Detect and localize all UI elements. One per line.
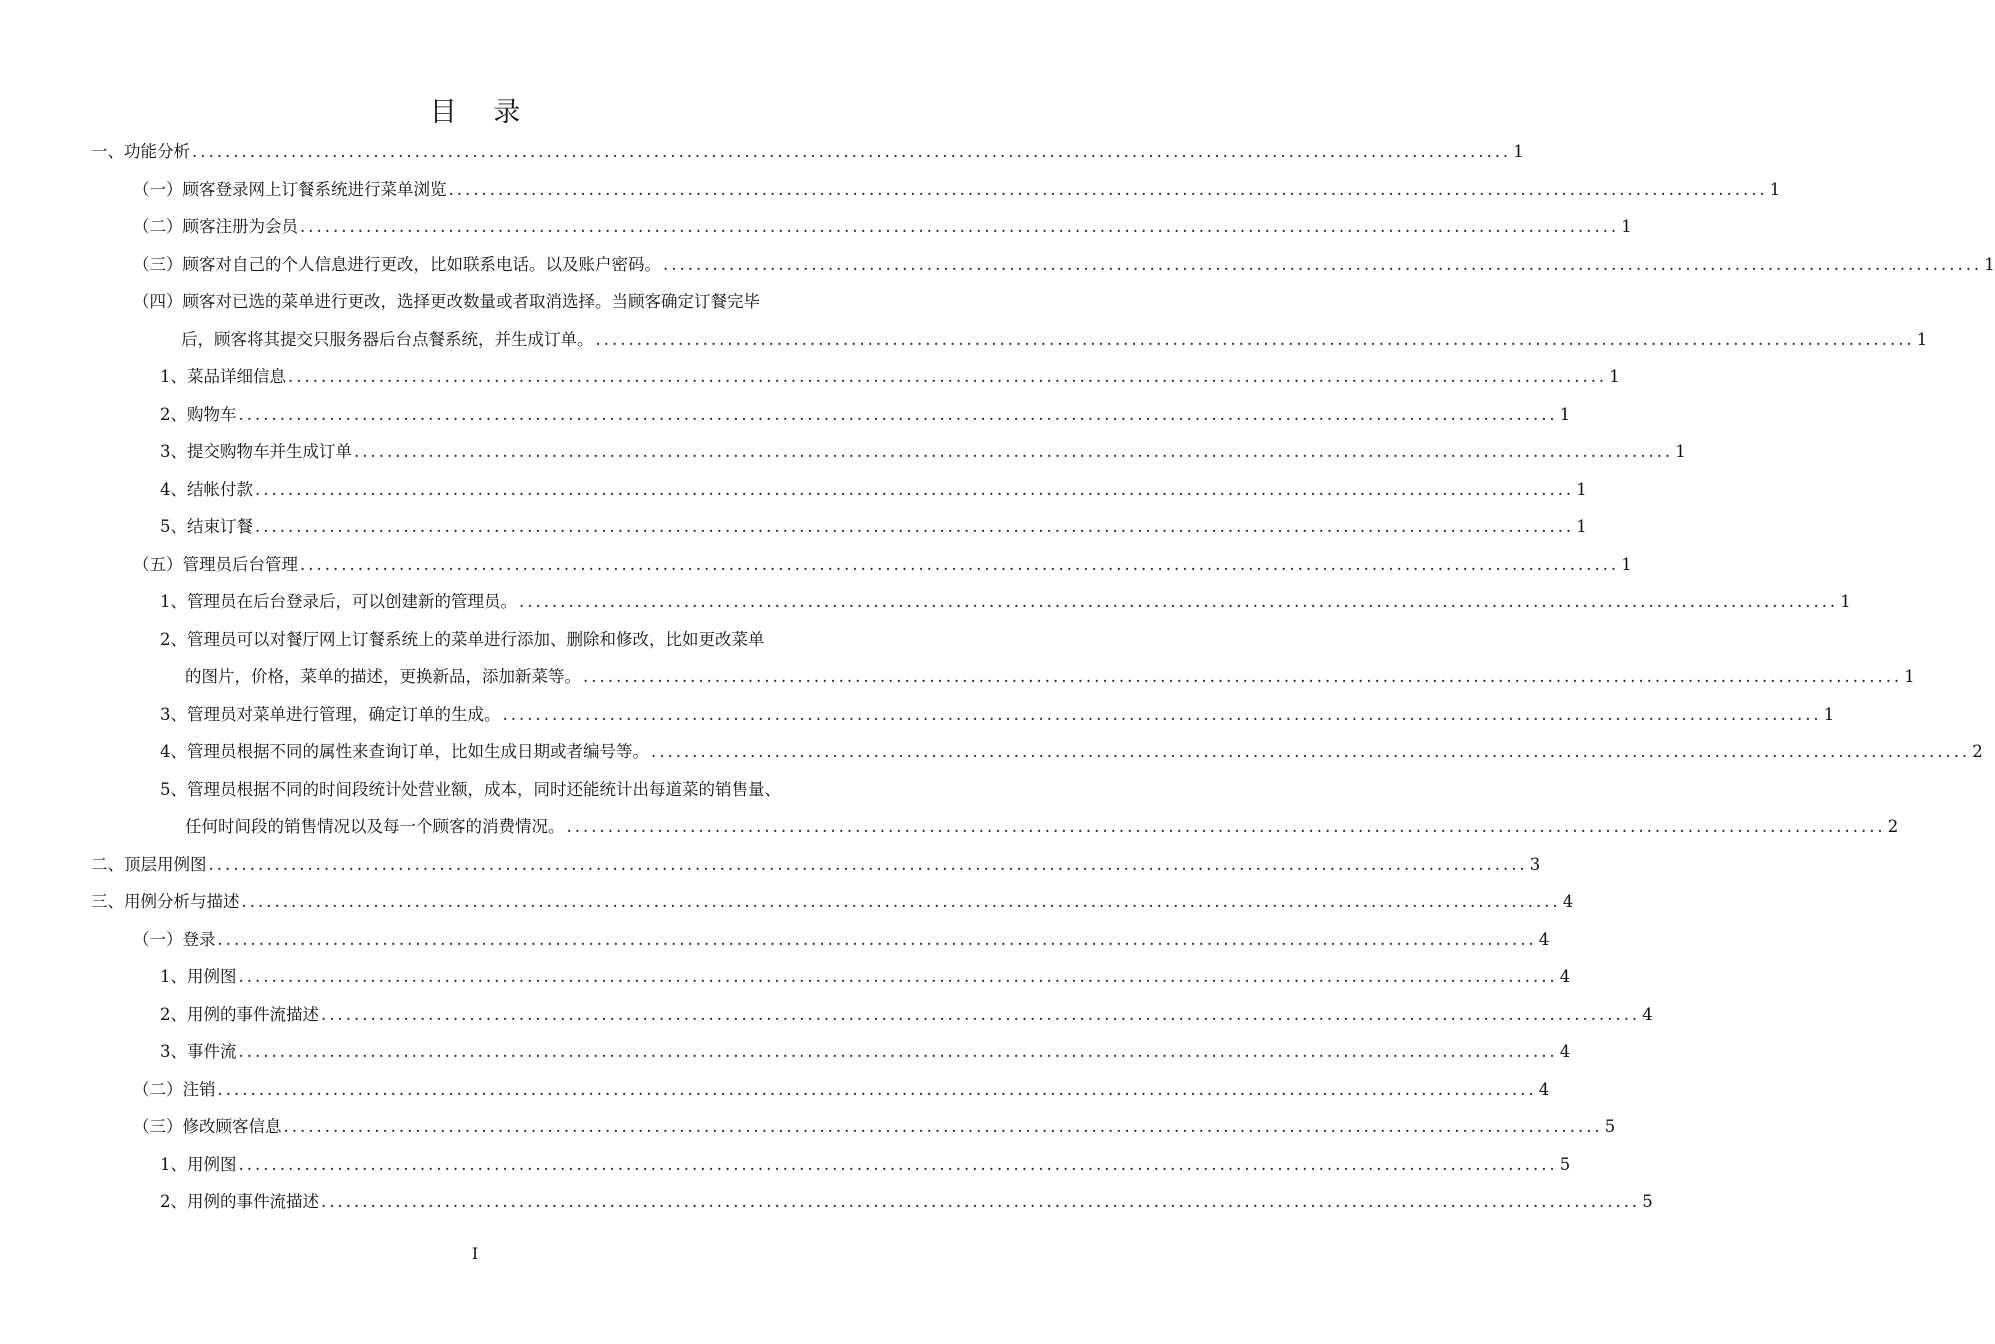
toc-page-number: 2 <box>1887 817 1899 836</box>
toc-entry-label: 3、管理员对菜单进行管理，确定订单的生成。 <box>160 704 501 724</box>
toc-page-number: 1 <box>1904 667 1915 686</box>
toc-page-number: 1 <box>1984 254 1995 274</box>
toc-entry[interactable] <box>0 401 1571 439</box>
toc-page-number: 1 <box>1576 517 1587 536</box>
toc-entry[interactable] <box>0 963 1571 1001</box>
toc-leader-dots: ................................................................................................................................................................ <box>321 1192 1641 1211</box>
toc-entry[interactable] <box>0 1188 1653 1226</box>
toc-leader-dots: ................................................................................................................................................................ <box>208 854 1528 874</box>
toc-entry[interactable] <box>0 326 1928 364</box>
toc-leader-dots: ................................................................................................................................................................ <box>651 742 1971 761</box>
toc-leader-dots: ................................................................................................................................................................ <box>321 1004 1641 1024</box>
toc-entry-label: 后，顾客将其提交只服务器后台点餐系统，并生成订单。 <box>181 329 594 349</box>
toc-entry[interactable] <box>0 588 1851 626</box>
table-of-contents <box>0 138 1995 1226</box>
toc-page-number: 5 <box>1642 1192 1653 1211</box>
toc-leader-dots: ................................................................................................................................................................ <box>217 929 1537 949</box>
toc-leader-dots: ................................................................................................................................................................ <box>238 1042 1558 1061</box>
toc-page-number: 4 <box>1559 1042 1571 1061</box>
toc-entry-label-line1: 5、管理员根据不同的时间段统计处营业额，成本，同时还能统计出每道菜的销售量、 <box>160 779 781 799</box>
toc-entry[interactable] <box>0 1076 1550 1114</box>
toc-entry-label: 1、用例图 <box>160 967 237 986</box>
toc-leader-dots: ................................................................................................................................................................ <box>238 404 1558 424</box>
toc-entry[interactable] <box>0 701 1835 739</box>
toc-entry-label: （一）登录 <box>133 929 216 949</box>
toc-entry-label: （三）顾客对自己的个人信息进行更改，比如联系电话。以及账户密码。 <box>133 254 661 274</box>
toc-entry-label: 3、提交购物车并生成订单 <box>160 442 352 461</box>
toc-leader-dots: ................................................................................................................................................................ <box>595 329 1915 349</box>
toc-entry-wrapped-first-line[interactable] <box>0 626 950 664</box>
toc-entry[interactable] <box>0 888 1574 926</box>
toc-leader-dots: ................................................................................................................................................................ <box>566 817 1886 836</box>
toc-page-number: 1 <box>1609 367 1620 386</box>
toc-page-number: 2 <box>1972 742 1983 761</box>
footer-page-number: I <box>471 1244 479 1263</box>
toc-entry-label: 2、用例的事件流描述 <box>160 1192 319 1211</box>
toc-entry-label: 3、事件流 <box>160 1042 237 1061</box>
toc-leader-dots: ................................................................................................................................................................ <box>502 704 1822 724</box>
toc-leader-dots: ................................................................................................................................................................ <box>288 367 1608 386</box>
toc-entry[interactable] <box>0 513 1587 551</box>
toc-entry[interactable] <box>0 251 1995 289</box>
toc-page-number: 1 <box>1916 329 1928 349</box>
toc-entry[interactable] <box>0 926 1550 964</box>
toc-page-number: 5 <box>1604 1117 1616 1136</box>
toc-page-number: 3 <box>1529 854 1541 874</box>
toc-entry-label: 二、顶层用例图 <box>91 854 207 874</box>
toc-leader-dots: ................................................................................................................................................................ <box>255 479 1575 499</box>
toc-entry[interactable] <box>0 476 1587 514</box>
toc-entry-label: 5、结束订餐 <box>160 517 253 536</box>
toc-entry[interactable] <box>0 551 1632 589</box>
toc-entry-label: 的图片，价格，菜单的描述，更换新品，添加新菜等。 <box>185 667 581 686</box>
toc-page-number: 1 <box>1513 142 1524 161</box>
toc-page-number: 1 <box>1769 179 1781 199</box>
toc-leader-dots: ................................................................................................................................................................ <box>217 1079 1537 1099</box>
toc-entry[interactable] <box>0 213 1632 251</box>
toc-entry[interactable] <box>0 1038 1571 1076</box>
toc-entry[interactable] <box>0 851 1541 889</box>
toc-leader-dots: ................................................................................................................................................................ <box>241 892 1561 911</box>
toc-entry[interactable] <box>0 363 1620 401</box>
toc-entry-label: 三、用例分析与描述 <box>91 892 240 911</box>
toc-entry-label-line1: 2、管理员可以对餐厅网上订餐系统上的菜单进行添加、删除和修改，比如更改菜单 <box>160 629 765 649</box>
toc-entry-label: 4、结帐付款 <box>160 479 253 499</box>
toc-leader-dots: ................................................................................................................................................................ <box>354 442 1674 461</box>
toc-entry[interactable] <box>0 1151 1571 1189</box>
toc-page-number: 4 <box>1538 1079 1550 1099</box>
toc-entry-label: 任何时间段的销售情况以及每一个顾客的消费情况。 <box>185 817 565 836</box>
toc-leader-dots: ................................................................................................................................................................ <box>300 217 1620 236</box>
toc-entry[interactable] <box>0 813 1899 851</box>
toc-entry[interactable] <box>0 663 1915 701</box>
toc-entry[interactable] <box>0 1001 1653 1039</box>
toc-page-number: 4 <box>1538 929 1550 949</box>
toc-leader-dots: ................................................................................................................................................................ <box>238 967 1558 986</box>
toc-entry-label: 2、购物车 <box>160 404 237 424</box>
toc-entry-wrapped-first-line[interactable] <box>0 288 950 326</box>
toc-entry[interactable] <box>0 1113 1616 1151</box>
toc-entry[interactable] <box>0 138 1524 176</box>
toc-page-number: 5 <box>1559 1154 1571 1174</box>
toc-entry-label: （二）顾客注册为会员 <box>133 217 298 236</box>
toc-entry-label: 1、菜品详细信息 <box>160 367 286 386</box>
toc-title: 目 录 <box>429 97 535 128</box>
toc-entry-label: 1、管理员在后台登录后，可以创建新的管理员。 <box>160 592 517 611</box>
toc-entry-label: 1、用例图 <box>160 1154 237 1174</box>
toc-leader-dots: ................................................................................................................................................................ <box>663 254 1983 274</box>
toc-entry-label: 4、管理员根据不同的属性来查询订单，比如生成日期或者编号等。 <box>160 742 649 761</box>
toc-entry-label: （五）管理员后台管理 <box>133 554 298 574</box>
toc-leader-dots: ................................................................................................................................................................ <box>192 142 1512 161</box>
toc-leader-dots: ................................................................................................................................................................ <box>255 517 1575 536</box>
toc-leader-dots: ................................................................................................................................................................ <box>283 1117 1603 1136</box>
toc-entry[interactable] <box>0 738 1983 776</box>
toc-entry[interactable] <box>0 176 1781 214</box>
toc-entry-label: （二）注销 <box>133 1079 216 1099</box>
toc-leader-dots: ................................................................................................................................................................ <box>448 179 1768 199</box>
toc-entry-label: 一、功能分析 <box>91 142 190 161</box>
toc-entry-label: （一）顾客登录网上订餐系统进行菜单浏览 <box>133 179 447 199</box>
toc-leader-dots: ................................................................................................................................................................ <box>300 554 1620 574</box>
toc-leader-dots: ................................................................................................................................................................ <box>519 592 1839 611</box>
toc-page-number: 1 <box>1559 404 1571 424</box>
toc-page-number: 1 <box>1823 704 1835 724</box>
toc-page-number: 4 <box>1559 967 1571 986</box>
toc-page-number: 1 <box>1576 479 1587 499</box>
toc-entry-wrapped-first-line[interactable] <box>0 776 950 814</box>
toc-page-number: 4 <box>1562 892 1574 911</box>
toc-entry[interactable] <box>0 438 1686 476</box>
toc-page-number: 1 <box>1675 442 1686 461</box>
toc-page-number: 1 <box>1621 554 1632 574</box>
toc-entry-label: （三）修改顾客信息 <box>133 1117 282 1136</box>
toc-page-number: 1 <box>1840 592 1851 611</box>
toc-entry-label: 2、用例的事件流描述 <box>160 1004 319 1024</box>
toc-leader-dots: ................................................................................................................................................................ <box>238 1154 1558 1174</box>
toc-page-number: 4 <box>1642 1004 1653 1024</box>
toc-entry-label-line1: （四）顾客对已选的菜单进行更改，选择更改数量或者取消选择。当顾客确定订餐完毕 <box>133 292 760 311</box>
toc-leader-dots: ................................................................................................................................................................ <box>583 667 1903 686</box>
toc-page-number: 1 <box>1621 217 1632 236</box>
